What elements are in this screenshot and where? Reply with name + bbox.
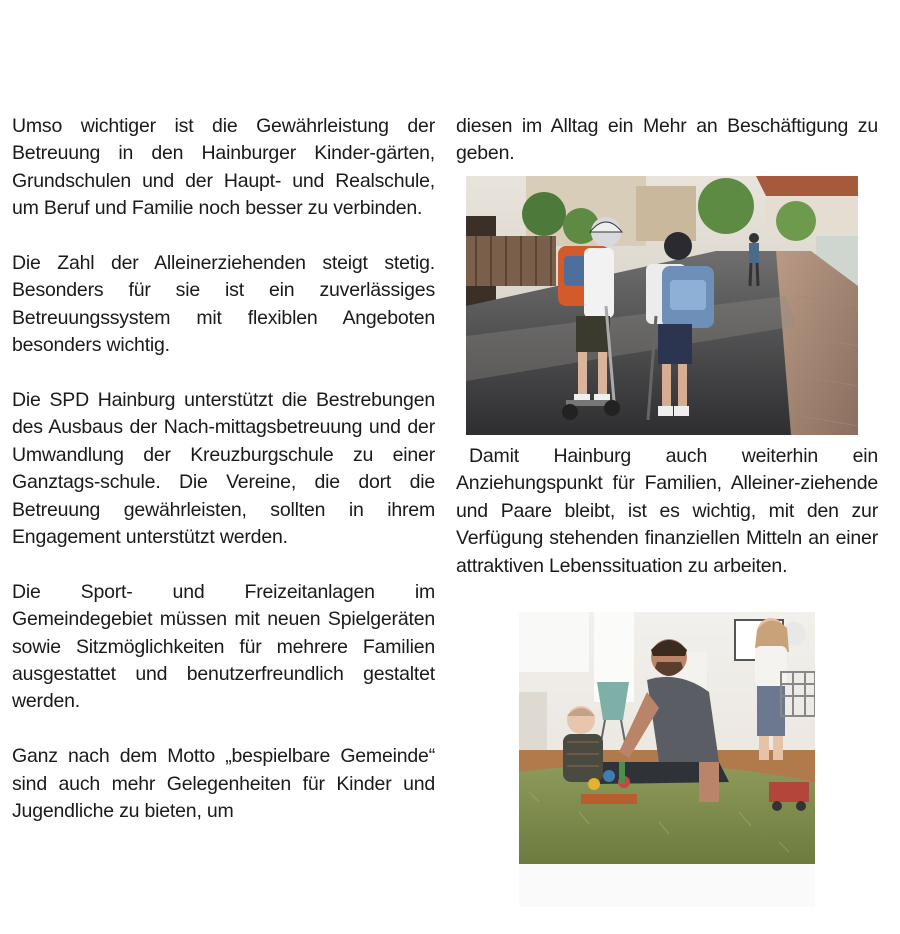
right-column-top [456,113,878,168]
paragraph-betreuung: Umso wichtiger ist die Gewährleistung der Betreuung in den Hainburger Kinder-gärten, Grundschulen und der Haupt- und Realschule, um Beruf und Familie noch besser zu verbinden. [12,115,435,220]
paragraph-anziehungspunkt: Damit Hainburg auch weiterhin ein Anziehungspunkt für Familien, Alleiner-ziehende und Paare bleibt, ist es wichtig, mit den zur Verfügung stehenden finanziellen Mitteln an einer attraktiven Lebenssituation zu arbeiten. [456,445,878,577]
left-column [12,113,435,826]
paragraph-motto: Ganz nach dem Motto „bespielbare Gemeinde“ sind auch mehr Gelegenheiten für Kinder und Jugendliche zu bieten, um [12,745,435,823]
family-playing-illustration [519,612,815,907]
family-playing-photo [519,612,815,907]
paragraph-continuation: diesen im Alltag ein Mehr an Beschäftigung zu geben. [456,115,878,165]
paragraph-sportanlagen: Die Sport- und Freizeitanlagen im Gemeindegebiet müssen mit neuen Spielgeräten sowie Sitzmöglichkeiten für mehrere Familien ausgestattet und benutzerfreundlich gestaltet werden. [12,580,435,713]
right-column-middle [456,443,878,580]
kids-scooter-illustration [466,176,858,435]
paragraph-alleinerziehende: Die Zahl der Alleinerziehenden steigt stetig. Besonders für sie ist ein zuverlässiges Betreuungssystem mit flexiblen Angeboten besonders wichtig. [12,252,435,357]
paragraph-spd-unterstuetzt: Die SPD Hainburg unterstützt die Bestrebungen des Ausbaus der Nach-mittagsbetreuung und der Umwandlung der Kreuzburgschule zu einer Ganztags-schule. Die Vereine, die dort die Betreuung gewährleisten, sollten in ihrem Engagement unterstützt werden. [12,389,435,549]
kids-scooter-photo [466,176,858,435]
